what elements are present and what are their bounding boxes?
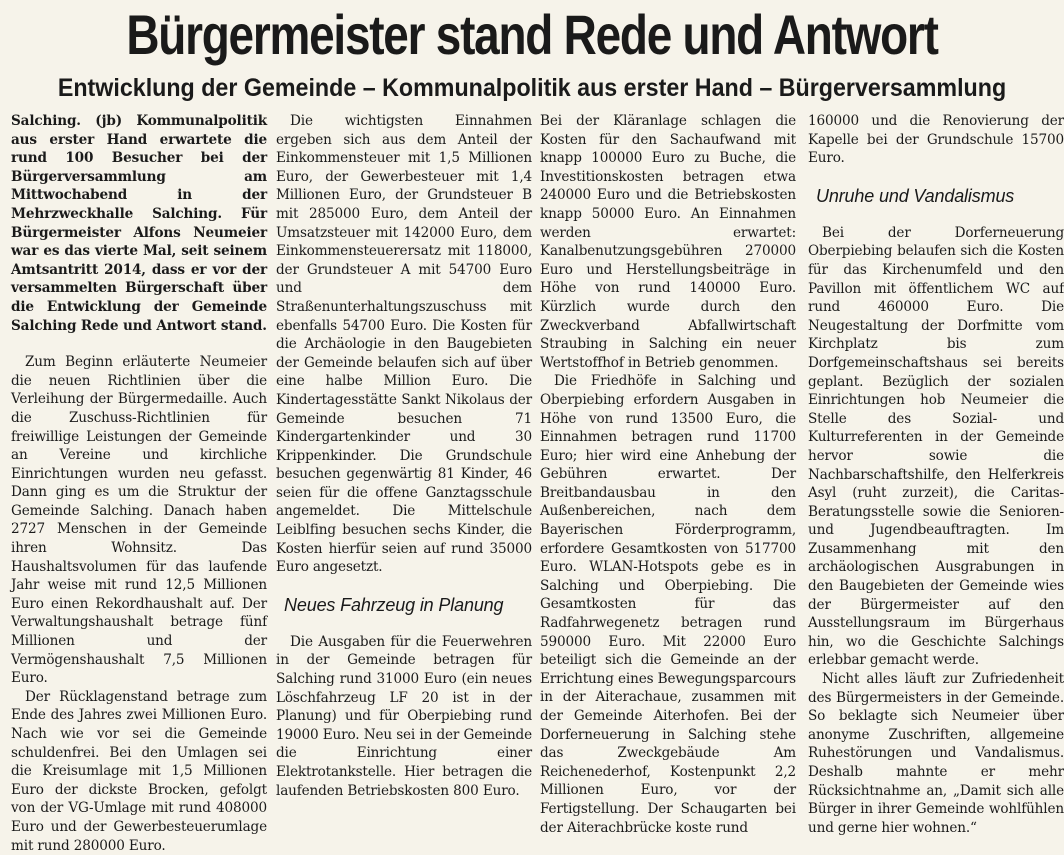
subheadline: Entwicklung der Gemeinde – Kommunalpolitik aus erster Hand – Bürgerversammlung	[57, 74, 1007, 102]
article-column-1	[11, 112, 267, 855]
body-paragraph: Bei der Dorferneuerung Oberpiebing belaufen sich die Kosten für das Kirchenumfeld und den Pavillon mit öffentlichem WC auf rund 460000 Euro. Die Neugestaltung der Dorfmitte vom Kirchplatz bis zum Dorfgemeinschaftshaus sei bereits geplant. Bezüglich der sozialen Einrichtungen hob Neumeier die Stelle des Sozial- und Kulturreferenten in der Gemeinde hervor sowie die Nachbarschaftshilfe, den Helferkreis Asyl (ruht zurzeit), die Caritas-Beratungsstelle sowie die Senioren- und Jugendbeauftragten. Im Zusammenhang mit den archäologischen Ausgrabungen in den Baugebieten der Gemeinde wies der Bürgermeister auf den Ausstellungsraum im Bürgerhaus hin, wo die Geschichte Salchings erlebbar gemacht werde.	[808, 224, 1064, 669]
body-paragraph: Die Friedhöfe in Salching und Oberpiebing erfordern Ausgaben in Höhe von rund 13500 Euro, die Einnahmen betragen rund 11700 Euro; hier wird eine Anhebung der Gebühren erwartet. Der Breitbandausbau in den Außenbereichen, nach dem Bayerischen Förderprogramm, erfordere Gesamtkosten von 517700 Euro. WLAN-Hotspots gebe es in Salching und Oberpiebing. Die Gesamtkosten für das Radfahrwegenetz betragen rund 590000 Euro. Mit 22000 Euro beteiligt sich die Gemeinde an der Errichtung eines Bewegungsparcours in der Aiterachaue, zusammen mit der Gemeinde Aiterhofen. Bei der Dorferneuerung in Salching stehe das Zweckgebäude Am Reichenederhof, Kostenpunkt 2,2 Millionen Euro, vor der Fertigstellung. Der Schaugarten bei der Aiterachbrücke koste rund	[540, 373, 796, 836]
article-column-4	[808, 112, 1064, 837]
body-paragraph: 160000 und die Renovierung der Kapelle bei der Grundschule 15700 Euro.	[808, 113, 1064, 167]
headline: Bürgermeister stand Rede und Antwort	[126, 3, 938, 66]
article-column-2	[276, 112, 532, 800]
body-paragraph: Nicht alles läuft zur Zufriedenheit des Bürgermeisters in der Gemeinde. So beklagte sich Neumeier über anonyme Zuschriften, allgemeine Ruhestörungen und Vandalismus. Deshalb mahnte er mehr Rücksichtnahme an, „Damit sich alle Bürger in ihrer Gemeinde wohlfühlen und gerne hier wohnen.“	[808, 671, 1064, 836]
section-heading: Unruhe und Vandalismus	[816, 185, 1015, 206]
body-paragraph: Die Ausgaben für die Feuerwehren in der Gemeinde betragen für Salching rund 31000 Euro (ein neues Löschfahrzeug LF 20 ist in der Planung) und für Oberpiebing rund 19000 Euro. Neu sei in der Gemeinde die Einrichtung einer Elektrotankstelle. Hier betragen die laufenden Betriebskosten 800 Euro.	[276, 633, 532, 799]
body-paragraph: Der Rücklagenstand betrage zum Ende des Jahres zwei Millionen Euro. Nach wie vor sei die Gemeinde schuldenfrei. Bei den Umlagen sei die Kreisumlage mit 1,5 Millionen Euro der dickste Brocken, gefolgt von der VG-Umlage mit rund 408000 Euro und der Gewerbesteuerumlage mit rund 280000 Euro.	[11, 688, 267, 854]
body-paragraph: Bei der Kläranlage schlagen die Kosten für den Sachaufwand mit knapp 100000 Euro zu Buche, die Investitionskosten betragen etwa 240000 Euro und die Betriebskosten knapp 50000 Euro. An Einnahmen werden erwartet: Kanalbenutzungsgebühren 270000 Euro und Herstellungsbeiträge in Höhe von rund 140000 Euro. Kürzlich wurde durch den Zweckverband Abfallwirtschaft Straubing in Salching ein neuer Wertstoffhof in Betrieb genommen.	[540, 113, 796, 371]
section-heading: Neues Fahrzeug in Planung	[284, 594, 504, 615]
lead-paragraph: Salching. (jb) Kommunalpolitik aus erster Hand erwartete die rund 100 Besucher bei der Bürgerversammlung am Mittwochabend in der Mehrzweckhalle Salching. Für Bürgermeister Alfons Neumeier war es das vierte Mal, seit seinem Amtsantritt 2014, dass er vor der versammelten Bürgerschaft über die Entwicklung der Gemeinde Salching Rede und Antwort stand.	[11, 113, 267, 334]
body-paragraph: Die wichtigsten Einnahmen ergeben sich aus dem Anteil der Einkommensteuer mit 1,5 Millionen Euro, der Gewerbesteuer mit 1,4 Millionen Euro, der Grundsteuer B mit 285000 Euro, dem Anteil der Umsatzsteuer mit 142000 Euro, dem Einkommensteuerersatz mit 118000, der Grundsteuer A mit 54700 Euro und dem Straßenunterhaltungszuschuss mit ebenfalls 54700 Euro. Die Kosten für die Archäologie in den Baugebieten der Gemeinde belaufen sich auf über eine halbe Million Euro. Die Kindertagesstätte Sankt Nikolaus der Gemeinde besuchen 71 Kindergartenkinder und 30 Krippenkinder. Die Grundschule besuchen gegenwärtig 81 Kinder, 46 seien für die offene Ganztagsschule angemeldet. Die Mittelschule Leiblfing besuchen sechs Kinder, die Kosten hierfür seien auf rund 35000 Euro angesetzt.	[276, 113, 532, 576]
body-paragraph: Zum Beginn erläuterte Neumeier die neuen Richtlinien über die Verleihung der Bürgermedaille. Auch die Zuschuss-Richtlinien für freiwillige Leistungen der Gemeinde an Vereine und kirchliche Einrichtungen wurden neu gefasst. Dann ging es um die Struktur der Gemeinde Salching. Danach haben 2727 Menschen in der Gemeinde ihren Wohnsitz. Das Haushaltsvolumen für das laufende Jahr weise mit rund 12,5 Millionen Euro einen Rekordhaushalt auf. Der Verwaltungshaushalt betrage fünf Millionen und der Vermögenshaushalt 7,5 Millionen Euro.	[11, 354, 267, 687]
article-column-3	[540, 112, 796, 837]
